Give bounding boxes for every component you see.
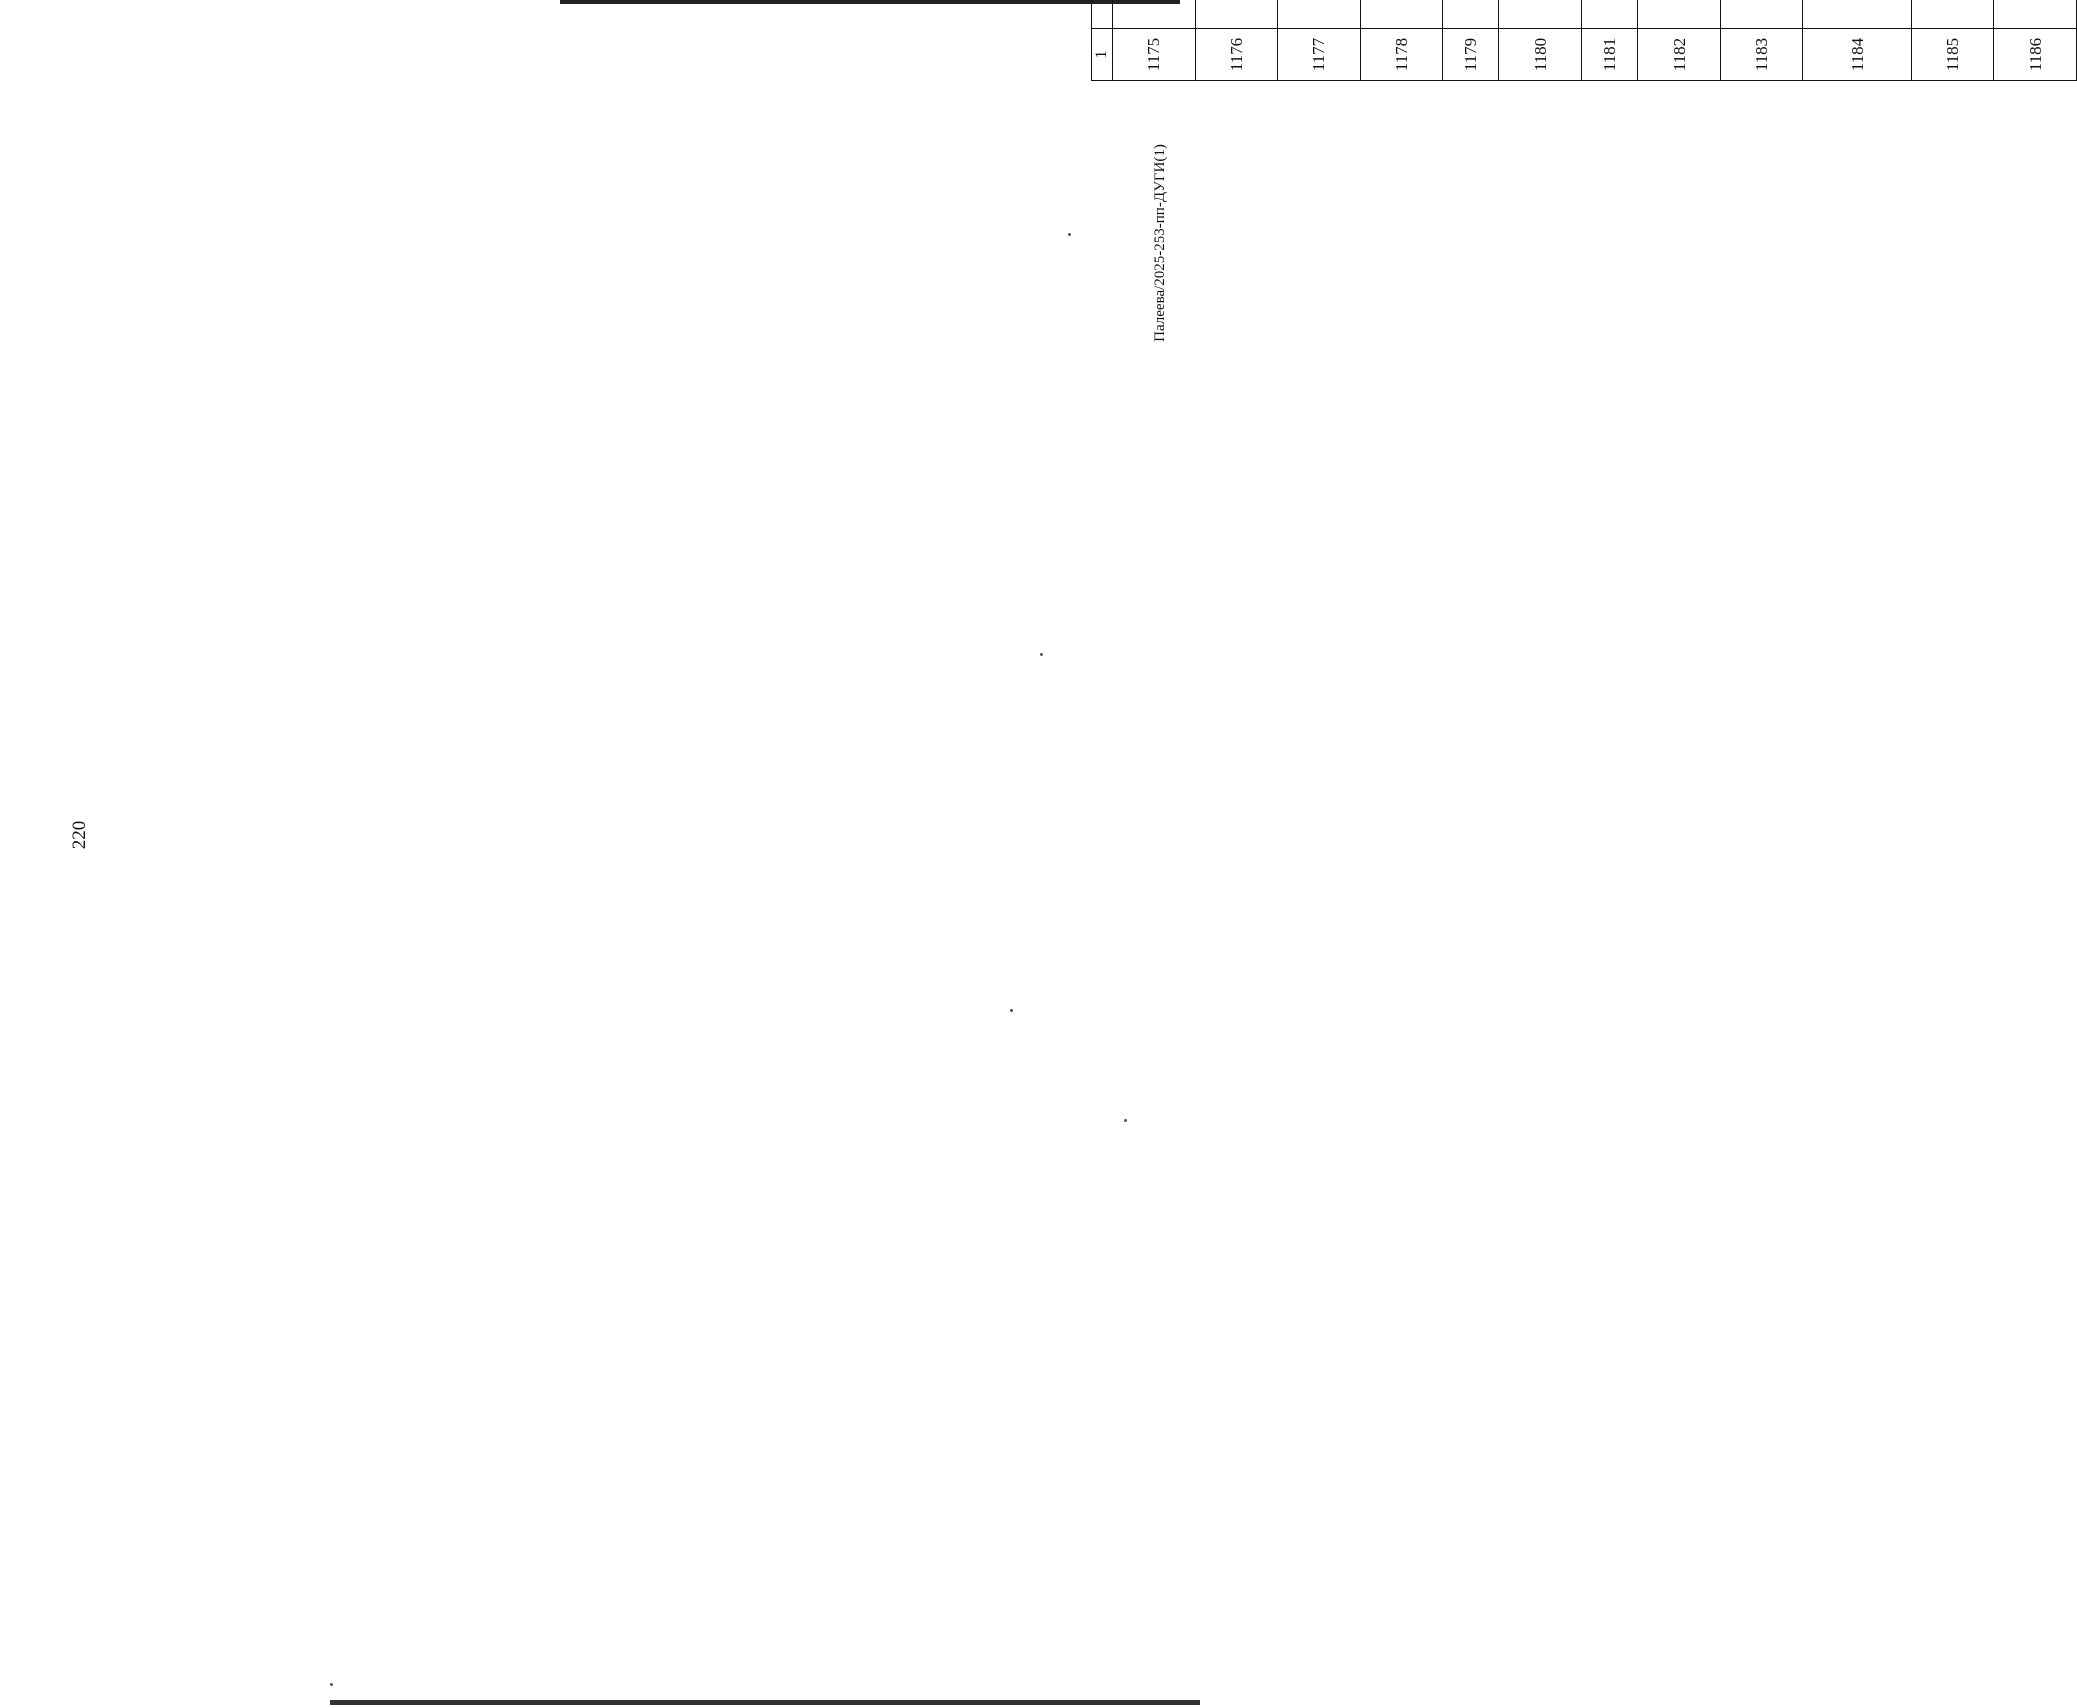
table-row — [1581, 0, 1637, 81]
scan-speck — [1124, 1119, 1127, 1122]
row-number: 1185 — [1911, 29, 1994, 81]
column-header — [1092, 0, 1113, 29]
cadastral-number — [1360, 0, 1443, 29]
page-number: 220 — [69, 820, 90, 850]
property-registry-table — [1091, 0, 2077, 81]
table-row — [1803, 0, 1912, 81]
table-row — [1113, 0, 1196, 81]
table-body — [1092, 0, 2077, 81]
cadastral-number — [1638, 0, 1721, 29]
scan-speck — [330, 1683, 333, 1686]
row-number: 1176 — [1195, 29, 1278, 81]
scan-edge-top — [560, 0, 1180, 4]
column-header: 1 — [1092, 29, 1113, 81]
table-row — [1720, 0, 1803, 81]
row-number: 1177 — [1278, 29, 1361, 81]
table-row — [1499, 0, 1582, 81]
scan-speck — [1068, 233, 1071, 236]
cadastral-number — [1720, 0, 1803, 29]
row-number: 1179 — [1443, 29, 1499, 81]
table-row — [1360, 0, 1443, 81]
table-row — [1994, 0, 2077, 81]
document-footer-code: Палеева/2025-253-пп-ДУГИ(1) — [1152, 144, 1168, 342]
table-row — [1638, 0, 1721, 81]
row-number: 1181 — [1581, 29, 1637, 81]
row-number: 1175 — [1113, 29, 1196, 81]
table-row — [1195, 0, 1278, 81]
cadastral-number — [1278, 0, 1361, 29]
scan-edge-bottom — [330, 1700, 1200, 1705]
cadastral-number — [1113, 0, 1196, 29]
column-number-row — [1092, 0, 1113, 81]
row-number: 1186 — [1994, 29, 2077, 81]
scan-speck — [1040, 653, 1043, 656]
rotated-table-container — [1091, 0, 2077, 81]
row-number: 1184 — [1803, 29, 1912, 81]
row-number: 1182 — [1638, 29, 1721, 81]
table-row — [1911, 0, 1994, 81]
cadastral-number — [1994, 0, 2077, 29]
row-number: 1178 — [1360, 29, 1443, 81]
cadastral-number — [1911, 0, 1994, 29]
row-number: 1183 — [1720, 29, 1803, 81]
row-number: 1180 — [1499, 29, 1582, 81]
cadastral-number — [1499, 0, 1582, 29]
table-row — [1278, 0, 1361, 81]
cadastral-number — [1443, 0, 1499, 29]
cadastral-number — [1803, 0, 1912, 29]
cadastral-number — [1581, 0, 1637, 29]
table-row — [1443, 0, 1499, 81]
scan-speck — [1010, 1009, 1013, 1012]
cadastral-number — [1195, 0, 1278, 29]
